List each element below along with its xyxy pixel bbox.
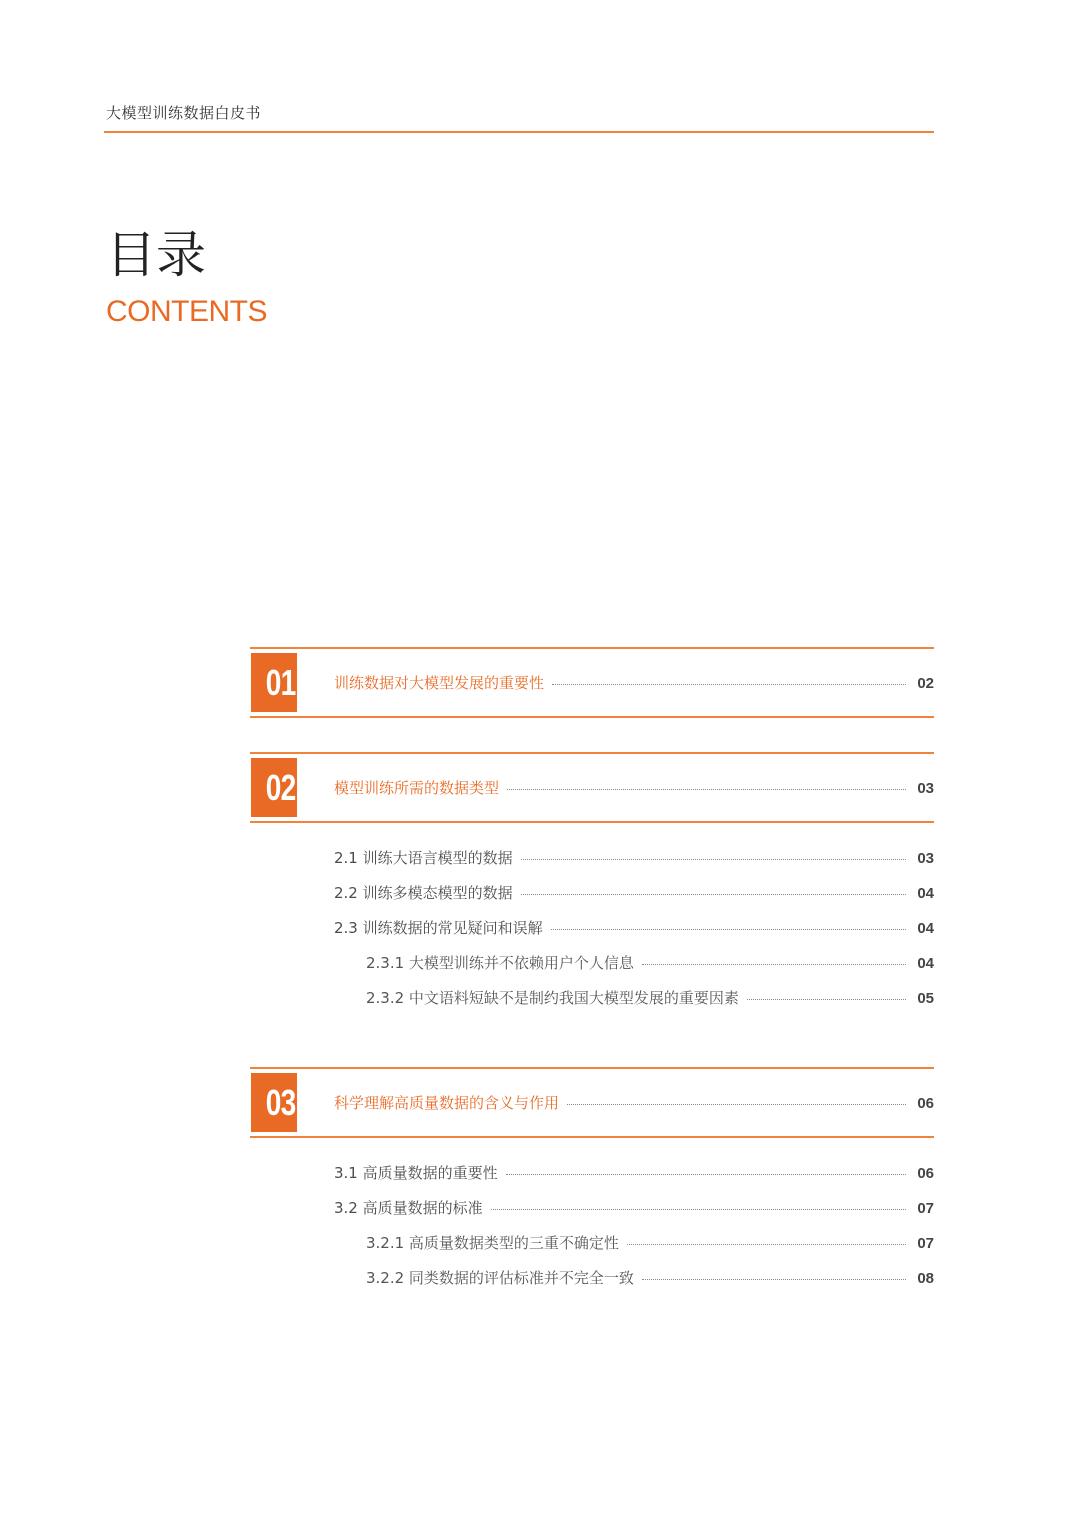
toc-item-label: 2.3.2 中文语料短缺不是制约我国大模型发展的重要因素 [366,989,739,1007]
section-03-bottom-rule [250,1136,934,1138]
section-02-title: 模型训练所需的数据类型 [334,779,500,797]
toc-item-2-2[interactable] [334,881,934,905]
toc-item-label: 3.1 高质量数据的重要性 [334,1164,498,1182]
toc-title-cn: 目录 [106,226,206,284]
section-01-top-rule [250,647,934,649]
section-01-page: 02 [917,674,934,692]
toc-title-en: CONTENTS [106,295,267,328]
toc-item-page: 05 [917,989,934,1007]
toc-item-3-2[interactable] [334,1196,934,1220]
header-divider [104,131,934,133]
toc-item-label: 3.2.1 高质量数据类型的三重不确定性 [366,1234,619,1252]
toc-item-page: 07 [917,1199,934,1217]
toc-item-3-1[interactable] [334,1161,934,1185]
toc-item-2-3-2[interactable] [366,986,934,1010]
toc-item-label: 2.1 训练大语言模型的数据 [334,849,513,867]
dot-leader [506,1174,906,1175]
dot-leader [642,964,906,965]
dot-leader [567,1104,906,1105]
toc-item-label: 3.2 高质量数据的标准 [334,1199,483,1217]
dot-leader [747,999,906,1000]
dot-leader [642,1279,906,1280]
section-01-number-badge [251,653,297,712]
section-03-entry[interactable] [334,1091,934,1115]
section-01-number: 01 [265,662,296,703]
toc-item-2-3-1[interactable] [366,951,934,975]
toc-item-label: 3.2.2 同类数据的评估标准并不完全一致 [366,1269,634,1287]
toc-item-page: 04 [917,954,934,972]
dot-leader [507,789,906,790]
toc-item-3-2-2[interactable] [366,1266,934,1290]
toc-item-label: 2.3.1 大模型训练并不依赖用户个人信息 [366,954,634,972]
toc-item-page: 08 [917,1269,934,1287]
section-03-page: 06 [917,1094,934,1112]
toc-item-3-2-1[interactable] [366,1231,934,1255]
toc-item-page: 04 [917,919,934,937]
section-02-number-badge [251,758,297,817]
section-02-entry[interactable] [334,776,934,800]
dot-leader [521,859,906,860]
section-03-title: 科学理解高质量数据的含义与作用 [334,1094,560,1112]
dot-leader [491,1209,906,1210]
toc-item-page: 03 [917,849,934,867]
dot-leader [551,929,906,930]
running-header: 大模型训练数据白皮书 [106,104,262,122]
section-02-number: 02 [265,767,296,808]
toc-item-label: 2.3 训练数据的常见疑问和误解 [334,919,543,937]
section-01-bottom-rule [250,716,934,718]
toc-item-page: 04 [917,884,934,902]
section-03-number-badge [251,1073,297,1132]
dot-leader [521,894,906,895]
section-03-number: 03 [265,1082,296,1123]
section-01-entry[interactable] [334,671,934,695]
section-02-page: 03 [917,779,934,797]
dot-leader [627,1244,906,1245]
toc-item-label: 2.2 训练多模态模型的数据 [334,884,513,902]
section-02-top-rule [250,752,934,754]
section-03-top-rule [250,1067,934,1069]
toc-item-2-3[interactable] [334,916,934,940]
toc-item-page: 07 [917,1234,934,1252]
section-01-title: 训练数据对大模型发展的重要性 [334,674,545,692]
toc-item-page: 06 [917,1164,934,1182]
section-02-bottom-rule [250,821,934,823]
dot-leader [552,684,906,685]
toc-item-2-1[interactable] [334,846,934,870]
